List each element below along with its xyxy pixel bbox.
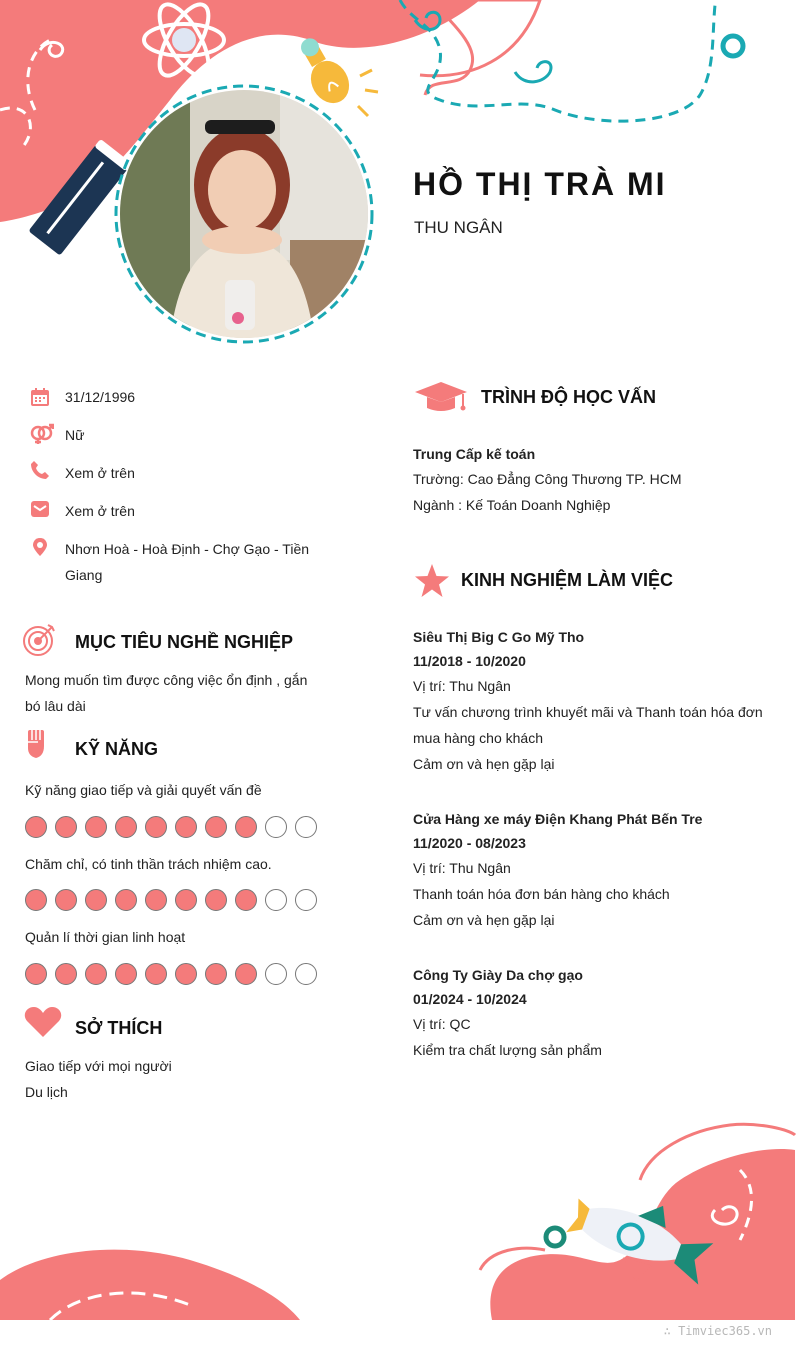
info-phone xyxy=(30,460,330,486)
skill-2-name: Chăm chỉ, có tinh thần trách nhiệm cao. xyxy=(25,856,272,872)
objective-text: Mong muốn tìm được công việc ổn định , gắn bó lâu dài xyxy=(25,672,308,714)
info-address xyxy=(30,536,330,588)
rating-dot xyxy=(25,889,47,911)
hobby-item: Giao tiếp với mọi người xyxy=(25,1058,172,1074)
rating-dot xyxy=(295,889,317,911)
job-2-company: Cửa Hàng xe máy Điện Khang Phát Bến Tre xyxy=(413,811,703,827)
rating-dot xyxy=(25,816,47,838)
skill-3-name: Quản lí thời gian linh hoạt xyxy=(25,929,186,945)
job-2-period: 11/2020 - 08/2023 xyxy=(413,835,526,851)
gender-icon xyxy=(30,423,54,445)
job-3-period: 01/2024 - 10/2024 xyxy=(413,991,527,1007)
rating-dot xyxy=(85,889,107,911)
hobbies-title: SỞ THÍCH xyxy=(75,1018,163,1038)
job-1-detail: Tư vấn chương trình khuyết mãi và Thanh toán hóa đơn mua hàng cho khách xyxy=(413,704,763,746)
job-2-detail: Thanh toán hóa đơn bán hàng cho khách xyxy=(413,886,670,902)
job-1-detail: Cảm ơn và hẹn gặp lại xyxy=(413,756,555,772)
rating-dot xyxy=(55,889,77,911)
rating-dot xyxy=(85,816,107,838)
rating-dot xyxy=(115,889,137,911)
candidate-name: HỒ THỊ TRÀ MI xyxy=(413,166,667,202)
phone-value[interactable]: Xem ở trên xyxy=(65,465,135,481)
rating-dot xyxy=(25,963,47,985)
rating-dot xyxy=(205,889,227,911)
objective-title: MỤC TIÊU NGHỀ NGHIỆP xyxy=(75,632,294,652)
rating-dot xyxy=(115,963,137,985)
graduation-cap-icon xyxy=(413,380,469,414)
rating-dot xyxy=(265,963,287,985)
education-school: Trường: Cao Đẳng Công Thương TP. HCM xyxy=(413,471,682,487)
email-value[interactable]: Xem ở trên xyxy=(65,503,135,519)
rating-dot xyxy=(235,963,257,985)
target-icon xyxy=(22,623,56,657)
skill-1-rating xyxy=(25,816,325,838)
star-icon xyxy=(413,563,451,599)
education-degree: Trung Cấp kế toán xyxy=(413,446,536,462)
rating-dot xyxy=(265,889,287,911)
rating-dot xyxy=(115,816,137,838)
profile-photo xyxy=(120,90,368,338)
calendar-icon xyxy=(30,387,50,407)
job-1-company: Siêu Thị Big C Go Mỹ Tho xyxy=(413,629,585,645)
job-3-company: Công Ty Giày Da chợ gạo xyxy=(413,967,583,983)
rating-dot xyxy=(295,816,317,838)
rating-dot xyxy=(85,963,107,985)
job-2-detail: Cảm ơn và hẹn gặp lại xyxy=(413,912,555,928)
watermark: ∴ Timviec365.vn xyxy=(663,1324,772,1338)
job-1-period: 11/2018 - 10/2020 xyxy=(413,653,526,669)
location-pin-icon xyxy=(30,537,50,557)
rating-dot xyxy=(295,963,317,985)
skills-title: KỸ NĂNG xyxy=(75,739,159,759)
rating-dot xyxy=(145,889,167,911)
phone-icon xyxy=(30,460,50,480)
rating-dot xyxy=(55,816,77,838)
rating-dot xyxy=(235,816,257,838)
info-email xyxy=(30,498,330,524)
rating-dot xyxy=(175,816,197,838)
skill-1-name: Kỹ năng giao tiếp và giải quyết vấn đề xyxy=(25,782,262,798)
profile-photo-frame xyxy=(113,83,375,345)
rating-dot xyxy=(175,963,197,985)
job-3-detail: Kiểm tra chất lượng sản phẩm xyxy=(413,1042,602,1058)
footer-decoration xyxy=(0,1110,800,1346)
rating-dot xyxy=(235,889,257,911)
rating-dot xyxy=(145,963,167,985)
skill-2-rating xyxy=(25,889,325,911)
fist-icon xyxy=(24,728,48,760)
job-2-position: Vị trí: Thu Ngân xyxy=(413,860,511,876)
gender-value: Nữ xyxy=(65,427,85,443)
hobby-item: Du lịch xyxy=(25,1084,68,1100)
candidate-role: THU NGÂN xyxy=(414,218,503,237)
rating-dot xyxy=(175,889,197,911)
job-1-position: Vị trí: Thu Ngân xyxy=(413,678,511,694)
info-gender xyxy=(30,422,330,448)
rating-dot xyxy=(55,963,77,985)
heart-icon xyxy=(24,1006,62,1038)
address-value: Nhơn Hoà - Hoà Định - Chợ Gạo - Tiền Giang xyxy=(65,541,310,583)
rating-dot xyxy=(265,816,287,838)
rating-dot xyxy=(205,963,227,985)
rating-dot xyxy=(205,816,227,838)
rating-dot xyxy=(145,816,167,838)
education-major: Ngành : Kế Toán Doanh Nghiệp xyxy=(413,497,611,513)
info-birthday xyxy=(30,384,330,410)
skill-3-rating xyxy=(25,963,325,985)
experience-title: KINH NGHIỆM LÀM VIỆC xyxy=(461,570,674,590)
education-title: TRÌNH ĐỘ HỌC VẤN xyxy=(481,387,656,407)
profile-photo-image xyxy=(120,90,368,338)
mail-icon xyxy=(30,499,50,519)
job-3-position: Vị trí: QC xyxy=(413,1016,471,1032)
birthday-value: 31/12/1996 xyxy=(65,389,136,405)
